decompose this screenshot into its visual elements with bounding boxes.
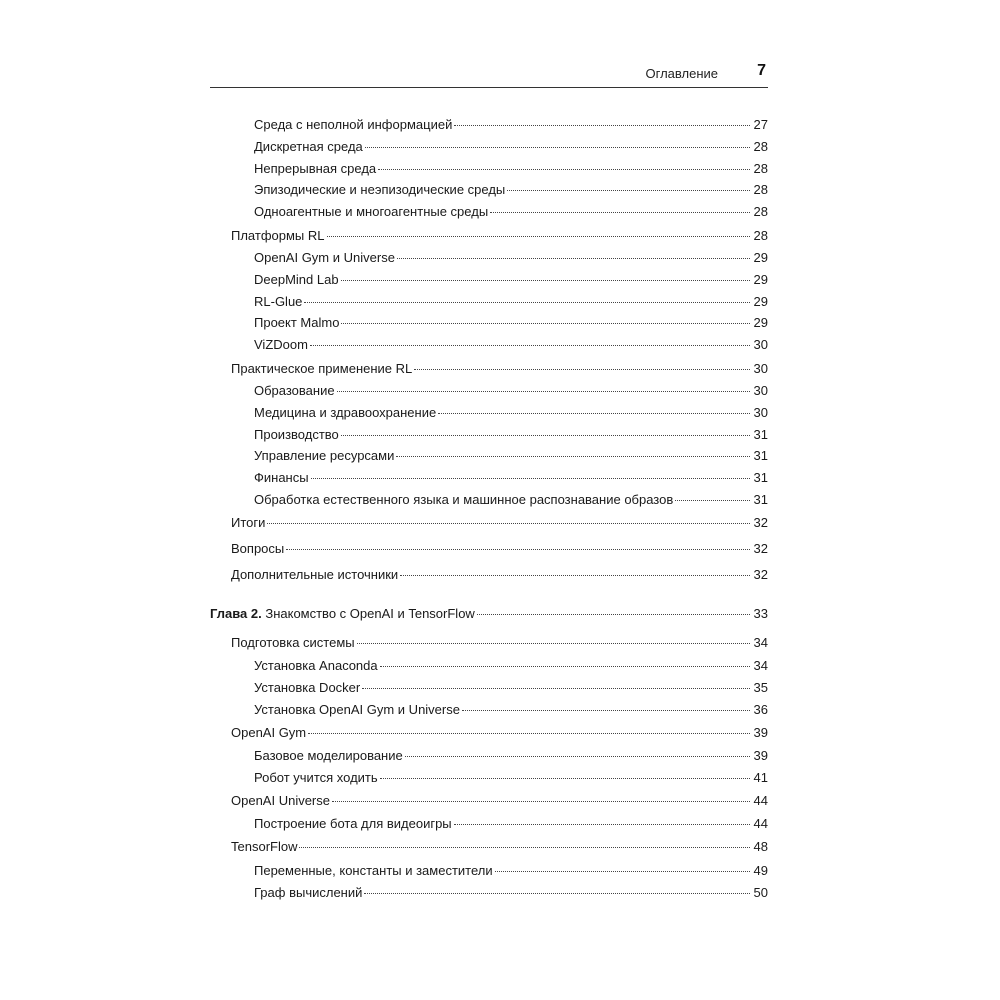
- toc-leader: [310, 345, 750, 346]
- toc-leader: [378, 169, 750, 170]
- toc-entry: [254, 747, 768, 765]
- toc-entry-page: 32: [753, 567, 768, 582]
- toc-entry: [254, 469, 768, 487]
- toc-entry: [254, 181, 768, 199]
- toc-entry-title: Платформы RL: [231, 228, 325, 243]
- toc-leader: [454, 125, 750, 126]
- toc-entry: [254, 293, 768, 311]
- toc-leader: [267, 523, 750, 524]
- toc-entry: [254, 815, 768, 833]
- toc-entry: [231, 792, 768, 810]
- toc-entry: [254, 426, 768, 444]
- toc-leader: [438, 413, 750, 414]
- toc-entry: [254, 701, 768, 719]
- toc-leader: [308, 733, 750, 734]
- toc-entry-page: 31: [753, 448, 768, 463]
- toc-entry-title: Построение бота для видеоигры: [254, 816, 452, 831]
- toc-entry-title: Проект Malmo: [254, 315, 340, 330]
- toc-entry-title: DeepMind Lab: [254, 272, 339, 287]
- toc-entry-page: 27: [753, 117, 768, 132]
- toc-entry-page: 29: [753, 250, 768, 265]
- toc-entry-page: 29: [753, 294, 768, 309]
- toc-entry: [231, 566, 768, 584]
- toc-entry: [231, 838, 768, 856]
- toc-leader: [490, 212, 750, 213]
- toc-entry: [254, 862, 768, 880]
- toc-leader: [396, 456, 750, 457]
- toc-entry: [254, 271, 768, 289]
- toc-entry-page: 28: [753, 204, 768, 219]
- toc-leader: [327, 236, 751, 237]
- toc-leader: [357, 643, 750, 644]
- header-title: Оглавление: [645, 66, 718, 81]
- toc-entry-title: Обработка естественного языка и машинное распознавание образов: [254, 492, 674, 507]
- toc-entry-page: 44: [753, 816, 768, 831]
- toc-leader: [495, 871, 750, 872]
- toc-entry-page: 28: [753, 161, 768, 176]
- toc-entry-page: 48: [753, 839, 768, 854]
- toc-entry-title: Управление ресурсами: [254, 448, 395, 463]
- toc-chapter-label: Глава 2.: [210, 606, 262, 621]
- toc-entry-title: Граф вычислений: [254, 885, 363, 900]
- toc-entry: [254, 769, 768, 787]
- toc-entry: [231, 540, 768, 558]
- toc-entry-title: Дискретная среда: [254, 139, 363, 154]
- toc-entry-title: OpenAI Gym и Universe: [254, 250, 395, 265]
- toc-entry: [231, 724, 768, 742]
- running-header: [210, 62, 768, 88]
- toc-entry-page: 35: [753, 680, 768, 695]
- toc-leader: [364, 893, 750, 894]
- toc-leader: [400, 575, 750, 576]
- toc-entry-page: 28: [753, 182, 768, 197]
- toc-leader: [380, 666, 750, 667]
- toc-leader: [380, 778, 750, 779]
- toc-entry: [254, 138, 768, 156]
- toc-entry-page: 30: [753, 361, 768, 376]
- toc-entry: [254, 657, 768, 675]
- toc-entry: [254, 679, 768, 697]
- toc-entry-page: 39: [753, 748, 768, 763]
- toc-entry: [254, 314, 768, 332]
- toc-entry-title: Установка Docker: [254, 680, 361, 695]
- toc-entry-title: TensorFlow: [231, 839, 298, 854]
- toc-entry-title: Установка Anaconda: [254, 658, 378, 673]
- toc-leader: [341, 323, 750, 324]
- header-page-number: 7: [757, 62, 766, 79]
- toc-entry-title: Установка OpenAI Gym и Universe: [254, 702, 460, 717]
- toc-entry-page: 30: [753, 405, 768, 420]
- toc-entry-title: Итоги: [231, 515, 266, 530]
- toc-entry-title: Эпизодические и неэпизодические среды: [254, 182, 506, 197]
- toc-entry-title: Знакомство с OpenAI и TensorFlow: [265, 606, 475, 621]
- toc-entry-page: 28: [753, 228, 768, 243]
- toc-entry-page: 30: [753, 383, 768, 398]
- toc-entry-title: Финансы: [254, 470, 309, 485]
- toc-leader: [507, 190, 750, 191]
- toc-entry: [254, 203, 768, 221]
- toc-entry: [254, 491, 768, 509]
- toc-entry-title: Одноагентные и многоагентные среды: [254, 204, 489, 219]
- toc-entry: [254, 404, 768, 422]
- toc-entry-title: Медицина и здравоохранение: [254, 405, 437, 420]
- toc-entry-title: RL-Glue: [254, 294, 303, 309]
- toc-leader: [337, 391, 750, 392]
- toc-leader: [341, 280, 750, 281]
- toc-entry-page: 44: [753, 793, 768, 808]
- toc-leader: [414, 369, 750, 370]
- toc-entry-page: 39: [753, 725, 768, 740]
- toc-leader: [675, 500, 750, 501]
- toc-entry-page: 28: [753, 139, 768, 154]
- toc-leader: [341, 435, 750, 436]
- toc-entry: [254, 116, 768, 134]
- toc-entry: [231, 514, 768, 532]
- toc-entry: [254, 160, 768, 178]
- toc-chapter-entry: [210, 605, 768, 623]
- toc-entry-title: Производство: [254, 427, 339, 442]
- toc-leader: [477, 614, 750, 615]
- toc-leader: [405, 756, 750, 757]
- toc-entry-title: OpenAI Universe: [231, 793, 330, 808]
- toc-entry: [254, 249, 768, 267]
- toc-chapter-title: [210, 605, 475, 623]
- toc-entry-title: Переменные, константы и заместители: [254, 863, 493, 878]
- toc-leader: [299, 847, 750, 848]
- toc-entry-page: 31: [753, 427, 768, 442]
- toc-entry: [231, 634, 768, 652]
- toc-entry-title: Робот учится ходить: [254, 770, 378, 785]
- toc-entry-title: Подготовка системы: [231, 635, 355, 650]
- toc-entry-title: OpenAI Gym: [231, 725, 307, 740]
- toc-entry: [231, 227, 768, 245]
- toc-entry-page: 34: [753, 658, 768, 673]
- toc-entry-page: 32: [753, 515, 768, 530]
- toc-entry-title: ViZDoom: [254, 337, 308, 352]
- toc-entry-page: 29: [753, 272, 768, 287]
- toc-entry-title: Непрерывная среда: [254, 161, 377, 176]
- toc-entry-page: 34: [753, 635, 768, 650]
- toc-leader: [362, 688, 750, 689]
- toc-entry-title: Дополнительные источники: [231, 567, 399, 582]
- toc-entry: [231, 360, 768, 378]
- toc-entry: [254, 336, 768, 354]
- toc-entry-page: 41: [753, 770, 768, 785]
- toc-leader: [332, 801, 750, 802]
- toc-leader: [286, 549, 750, 550]
- toc-entry-title: Практическое применение RL: [231, 361, 413, 376]
- toc-leader: [454, 824, 750, 825]
- toc-entry: [254, 447, 768, 465]
- toc-entry-page: 36: [753, 702, 768, 717]
- header-rule: [210, 87, 768, 88]
- toc-entry-title: Вопросы: [231, 541, 285, 556]
- toc-entry-title: Базовое моделирование: [254, 748, 403, 763]
- toc-leader: [311, 478, 750, 479]
- toc-entry-page: 31: [753, 492, 768, 507]
- toc-entry-title: Среда с неполной информацией: [254, 117, 453, 132]
- toc-leader: [462, 710, 750, 711]
- toc-entry-page: 31: [753, 470, 768, 485]
- toc-entry-page: 50: [753, 885, 768, 900]
- toc-entry-page: 49: [753, 863, 768, 878]
- toc-entry: [254, 884, 768, 902]
- toc-entry-title: Образование: [254, 383, 335, 398]
- toc-leader: [365, 147, 750, 148]
- toc-leader: [304, 302, 750, 303]
- toc-entry-page: 33: [753, 606, 768, 621]
- toc-entry-page: 29: [753, 315, 768, 330]
- toc-entry-page: 30: [753, 337, 768, 352]
- toc-leader: [397, 258, 750, 259]
- toc-entry-page: 32: [753, 541, 768, 556]
- toc-entry: [254, 382, 768, 400]
